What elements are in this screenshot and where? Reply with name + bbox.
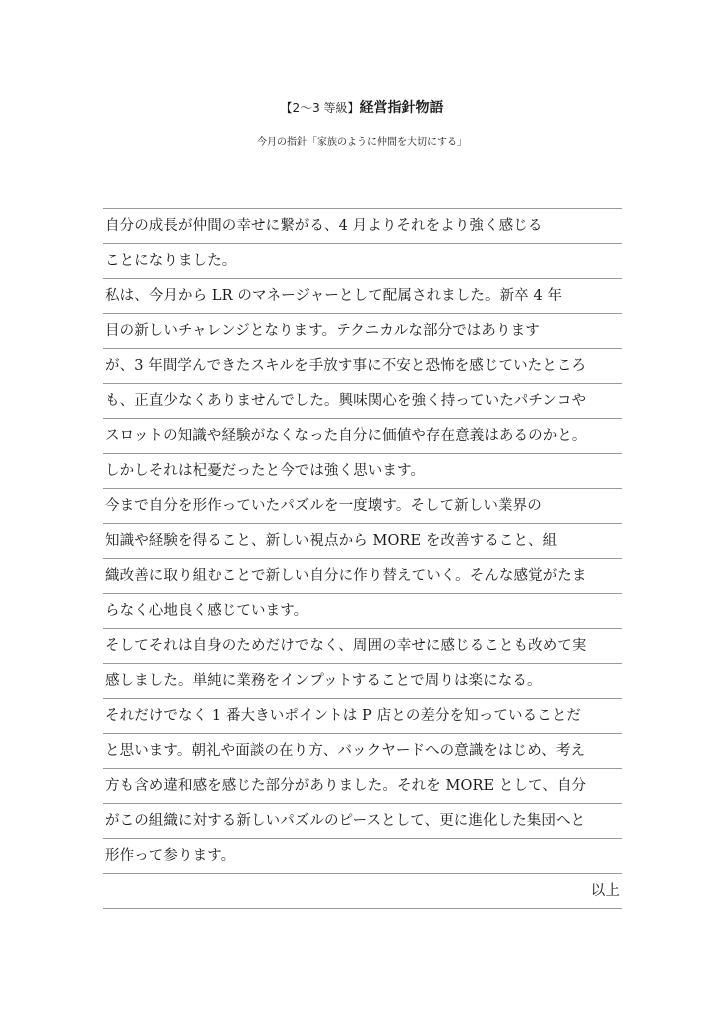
text-line: 形作って参ります。 xyxy=(103,839,622,874)
text-line: も、正直少なくありませんでした。興味関心を強く持っていたパチンコや xyxy=(103,384,622,419)
text-line: がこの組織に対する新しいパズルのピースとして、更に進化した集団へと xyxy=(103,804,622,839)
text-line: しかしそれは杞憂だったと今では強く思います。 xyxy=(103,454,622,489)
closing-line: 以上 xyxy=(103,874,622,909)
text-line: 感しました。単純に業務をインプットすることで周りは楽になる。 xyxy=(103,664,622,699)
text-line: 自分の成長が仲間の幸せに繋がる、4 月よりそれをより強く感じる xyxy=(103,209,622,244)
title-grade: 【2〜3 等級】 xyxy=(280,101,360,115)
text-line: が、3 年間学んできたスキルを手放す事に不安と恐怖を感じていたところ xyxy=(103,349,622,384)
text-line: 方も含め違和感を感じた部分がありました。それを MORE として、自分 xyxy=(103,769,622,804)
text-line: ことになりました。 xyxy=(103,244,622,279)
document-subtitle: 今月の指針「家族のように仲間を大切にする」 xyxy=(257,137,467,148)
text-line: それだけでなく 1 番大きいポイントは P 店との差分を知っていることだ xyxy=(103,699,622,734)
title-main: 経営指針物語 xyxy=(359,100,444,116)
text-line: 目の新しいチャレンジとなります。テクニカルな部分ではあります xyxy=(103,314,622,349)
text-line: と思います。朝礼や面談の在り方、バックヤードへの意識をはじめ、考え xyxy=(103,734,622,769)
text-line: 知識や経験を得ること、新しい視点から MORE を改善すること、組 xyxy=(103,524,622,559)
text-line: 今まで自分を形作っていたパズルを一度壊す。そして新しい業界の xyxy=(103,489,622,524)
text-line: 私は、今月から LR のマネージャーとして配属されました。新卒 4 年 xyxy=(103,279,622,314)
text-line: スロットの知識や経験がなくなった自分に価値や存在意義はあるのかと。 xyxy=(103,419,622,454)
text-line: そしてそれは自身のためだけでなく、周囲の幸せに感じることも改めて実 xyxy=(103,629,622,664)
text-line: 織改善に取り組むことで新しい自分に作り替えていく。そんな感覚がたま xyxy=(103,559,622,594)
ruled-text-body xyxy=(103,208,622,909)
text-line: らなく心地良く感じています。 xyxy=(103,594,622,629)
document-title xyxy=(0,98,724,118)
